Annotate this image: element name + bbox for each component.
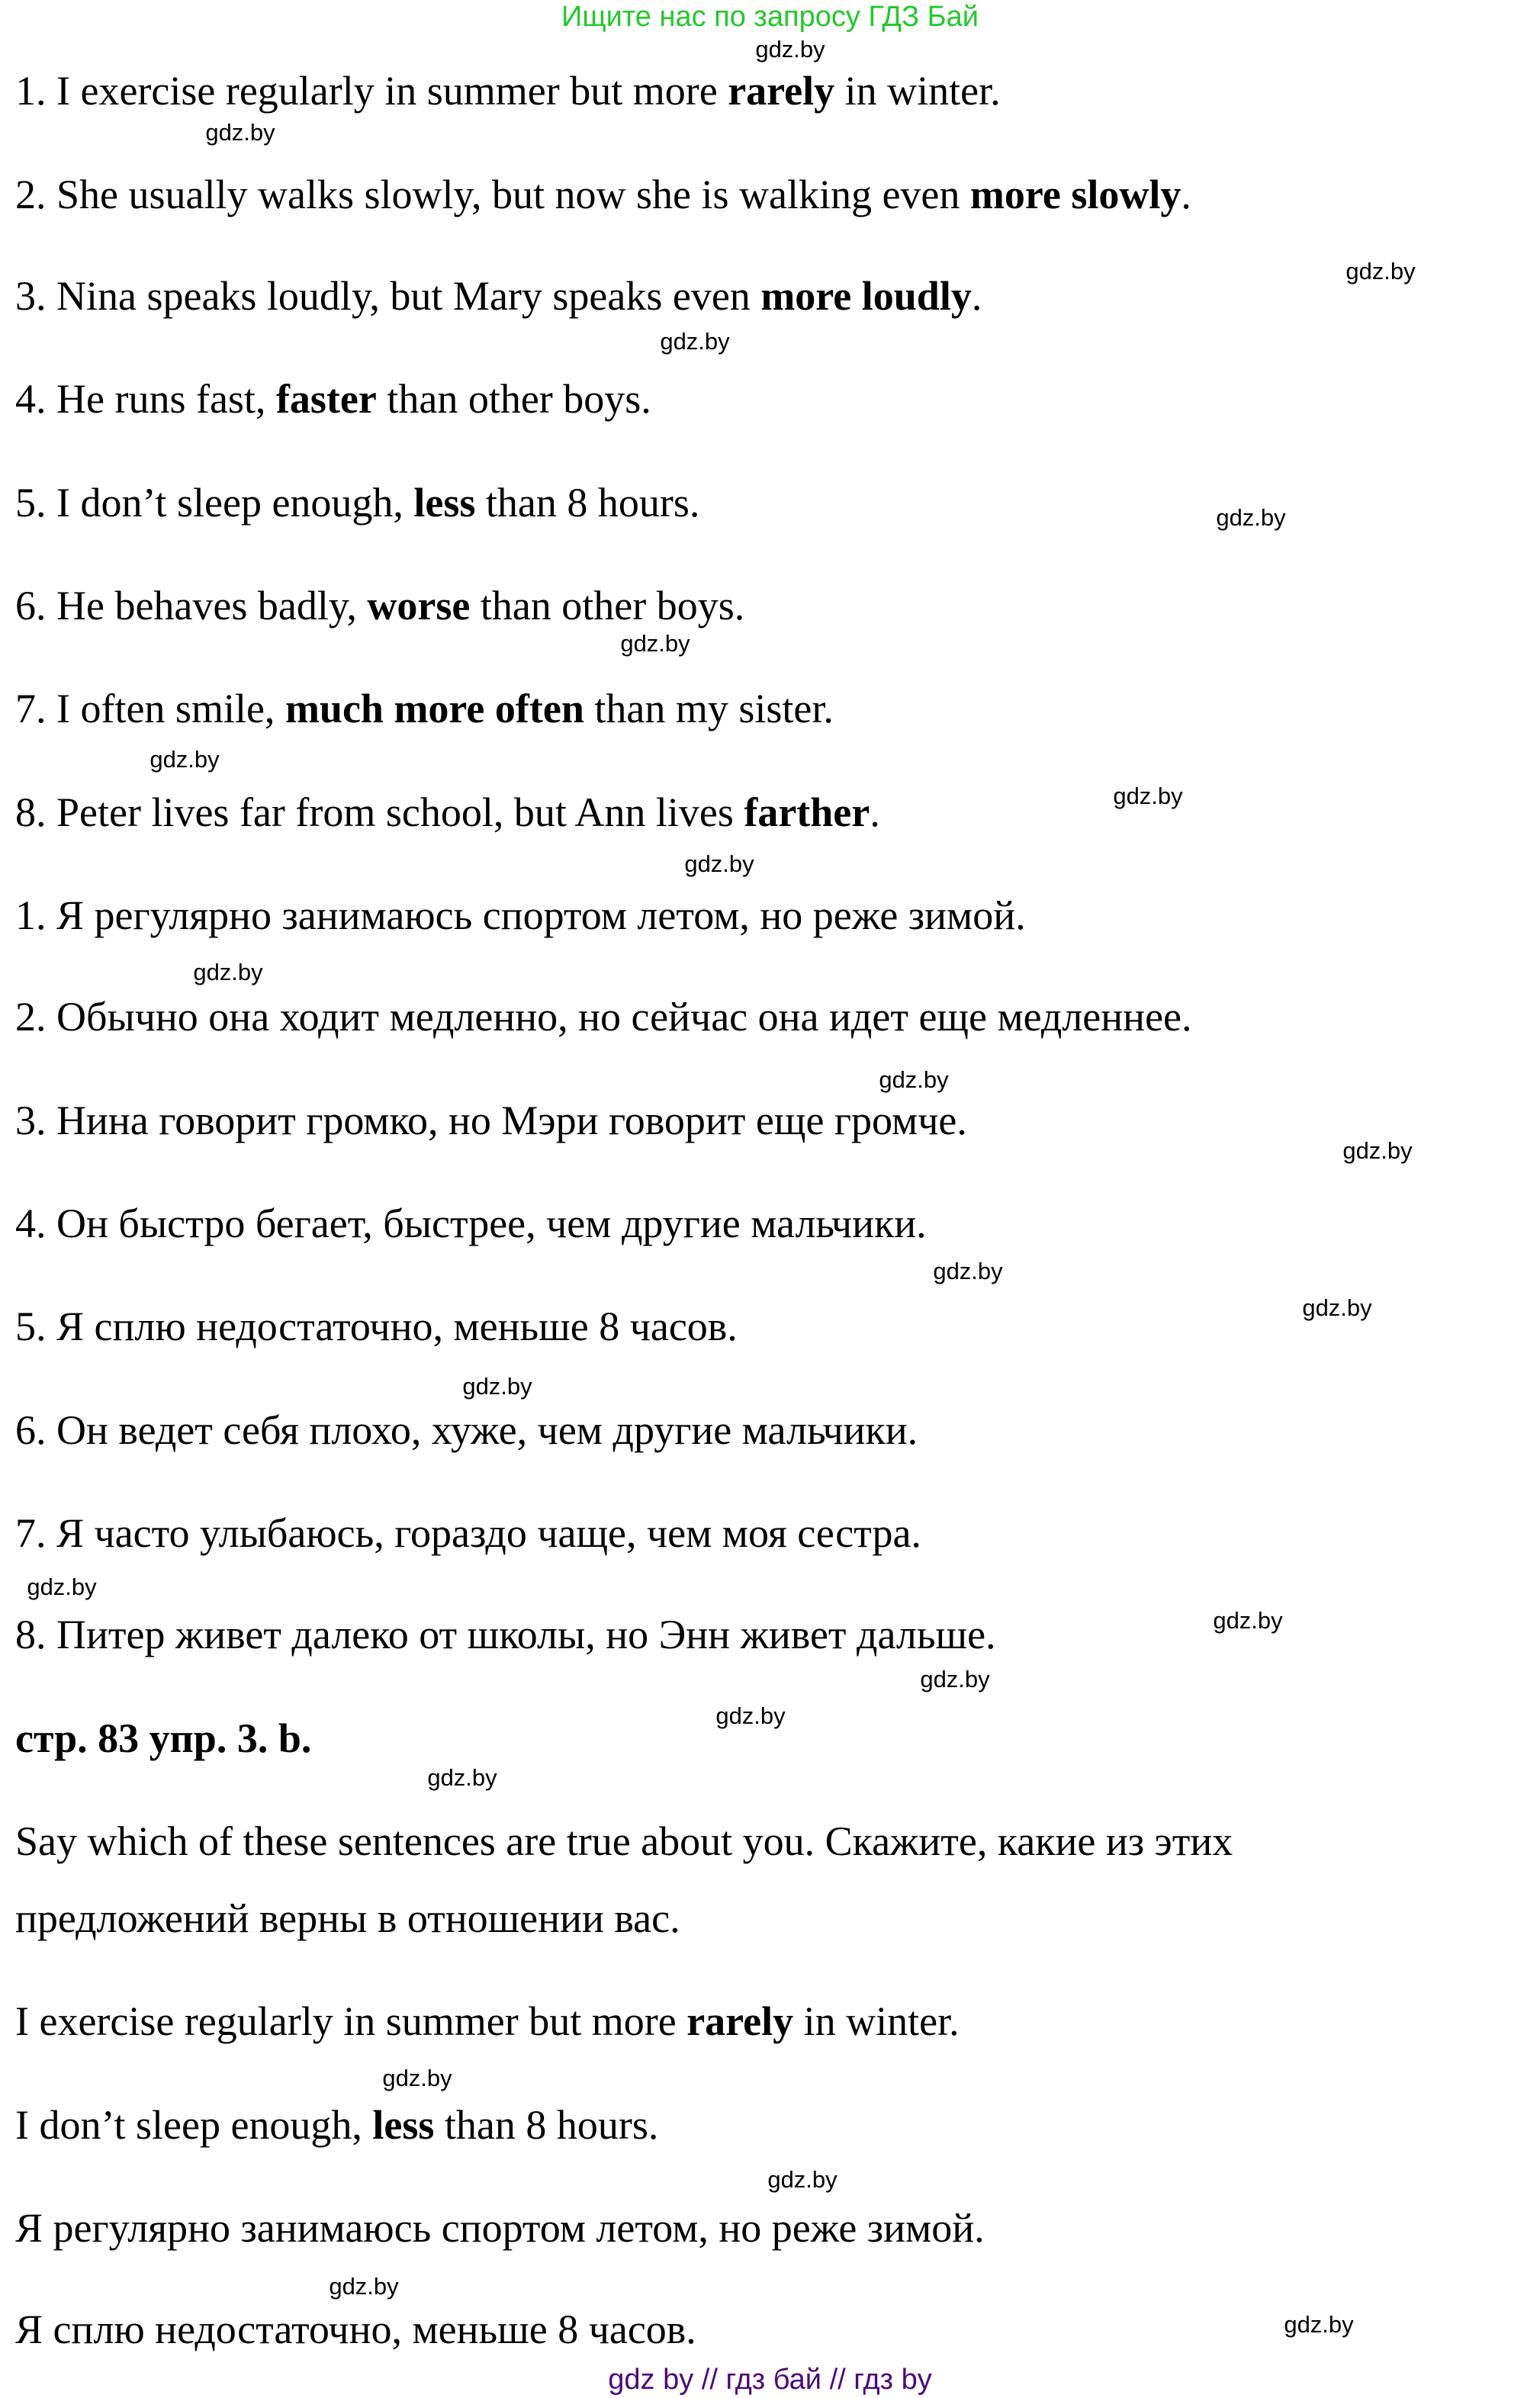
bold-text: more slowly: [969, 172, 1182, 217]
text-segment: 8. Питер живет далеко от школы, но Энн живет дальше.: [15, 1612, 996, 1657]
text-segment: .: [1181, 172, 1191, 217]
bold-text: more loudly: [760, 273, 972, 319]
watermark-label: gdz.by: [27, 1573, 97, 1600]
text-line: [15, 2000, 960, 2043]
text-line: [15, 687, 834, 730]
text-line: [15, 1202, 927, 1245]
text-line: [15, 173, 1191, 216]
text-line: [15, 378, 651, 420]
bold-text: less: [372, 2102, 435, 2148]
text-line: [15, 1305, 738, 1348]
text-line: [15, 275, 982, 317]
text-segment: in winter.: [793, 1998, 960, 2044]
watermark-label: gdz.by: [660, 328, 730, 355]
text-segment: 3. Nina speaks loudly, but Mary speaks even: [15, 273, 761, 319]
watermark-label: gdz.by: [193, 959, 263, 985]
text-segment: 4. He runs fast,: [15, 376, 276, 422]
text-segment: предложений верны в отношении вас.: [15, 1895, 680, 1941]
watermark-label: gdz.by: [149, 746, 220, 773]
text-segment: 4. Он быстро бегает, быстрее, чем другие мальчики.: [15, 1201, 927, 1246]
watermark-label: gdz.by: [382, 2065, 452, 2091]
text-line: [15, 69, 1001, 112]
text-line: [15, 2104, 658, 2146]
text-line: [15, 1512, 921, 1554]
bold-text: farther: [744, 789, 870, 835]
text-line: [15, 791, 880, 834]
watermark-label: gdz.by: [1113, 783, 1183, 809]
text-segment: than other boys.: [470, 583, 745, 628]
text-segment: .: [971, 273, 982, 319]
text-segment: 7. I often smile,: [15, 686, 285, 731]
watermark-label: gdz.by: [205, 119, 275, 146]
watermark-label: gdz.by: [620, 630, 690, 657]
text-line: [15, 995, 1192, 1038]
text-line: [15, 1409, 918, 1451]
text-segment: 1. I exercise regularly in summer but more: [15, 68, 728, 114]
watermark-label: gdz.by: [1345, 258, 1416, 284]
text-line: [15, 1099, 967, 1142]
watermark-label: gdz.by: [1342, 1137, 1413, 1164]
text-line: [15, 1820, 1233, 1863]
text-segment: 6. Он ведет себя плохо, хуже, чем другие мальчики.: [15, 1407, 918, 1453]
bold-text: rarely: [686, 1998, 794, 2044]
text-segment: I exercise regularly in summer but more: [15, 1998, 687, 2044]
watermark-label: gdz.by: [462, 1373, 532, 1400]
text-segment: than my sister.: [584, 686, 834, 731]
text-segment: Say which of these sentences are true about you. Скажите, какие из этих: [15, 1818, 1233, 1864]
watermark-label: gdz.by: [329, 2273, 399, 2300]
watermark-label: gdz.by: [933, 1258, 1003, 1284]
watermark-label: gdz.by: [427, 1764, 497, 1791]
text-line: [15, 481, 699, 524]
watermark-label: gdz.by: [755, 36, 825, 63]
text-segment: Я сплю недостаточно, меньше 8 часов.: [15, 2306, 696, 2352]
watermark-label: gdz.by: [715, 1702, 786, 1729]
text-segment: 2. She usually walks slowly, but now she is walking even: [15, 172, 970, 217]
text-segment: 1. Я регулярно занимаюсь спортом летом, но реже зимой.: [15, 892, 1026, 938]
text-segment: in winter.: [834, 68, 1001, 114]
bold-text: faster: [275, 376, 377, 422]
text-line: [15, 1897, 680, 1940]
bold-text: worse: [367, 583, 471, 628]
watermark-label: gdz.by: [879, 1066, 949, 1093]
text-segment: I don’t sleep enough,: [15, 2102, 373, 2148]
bold-text: стр. 83 упр. 3. b.: [15, 1715, 312, 1761]
watermark-label: gdz.by: [767, 2166, 838, 2193]
watermark-label: gdz.by: [1213, 1607, 1283, 1634]
text-line: [15, 2308, 696, 2351]
bold-text: less: [413, 480, 476, 526]
footer-watermark: gdz by // гдз бай // гдз by: [608, 2364, 932, 2396]
text-segment: 5. I don’t sleep enough,: [15, 480, 414, 526]
text-segment: 5. Я сплю недостаточно, меньше 8 часов.: [15, 1303, 738, 1349]
text-segment: 8. Peter lives far from school, but Ann lives: [15, 789, 744, 835]
watermark-label: gdz.by: [1284, 2311, 1354, 2338]
text-segment: than other boys.: [376, 376, 651, 422]
text-segment: 3. Нина говорит громко, но Мэри говорит еще громче.: [15, 1098, 967, 1143]
watermark-label: gdz.by: [920, 1666, 990, 1692]
text-segment: 2. Обычно она ходит медленно, но сейчас она идет еще медленнее.: [15, 994, 1192, 1040]
watermark-label: gdz.by: [1216, 504, 1286, 531]
text-segment: Я регулярно занимаюсь спортом летом, но реже зимой.: [15, 2205, 985, 2251]
text-line: [15, 1613, 996, 1656]
text-line: [15, 2207, 985, 2249]
section-heading: [15, 1717, 311, 1760]
bold-text: rarely: [728, 68, 835, 114]
text-segment: than 8 hours.: [475, 480, 700, 526]
text-segment: 7. Я часто улыбаюсь, гораздо чаще, чем моя сестра.: [15, 1510, 921, 1556]
text-line: [15, 894, 1026, 937]
text-segment: than 8 hours.: [434, 2102, 659, 2148]
text-segment: .: [870, 789, 880, 835]
watermark-label: gdz.by: [684, 850, 754, 877]
text-segment: 6. He behaves badly,: [15, 583, 368, 628]
text-line: [15, 584, 744, 627]
bold-text: much more often: [285, 686, 584, 731]
watermark-label: gdz.by: [1302, 1294, 1372, 1321]
search-hint-header: Ищите нас по запросу ГДЗ Бай: [561, 1, 979, 33]
